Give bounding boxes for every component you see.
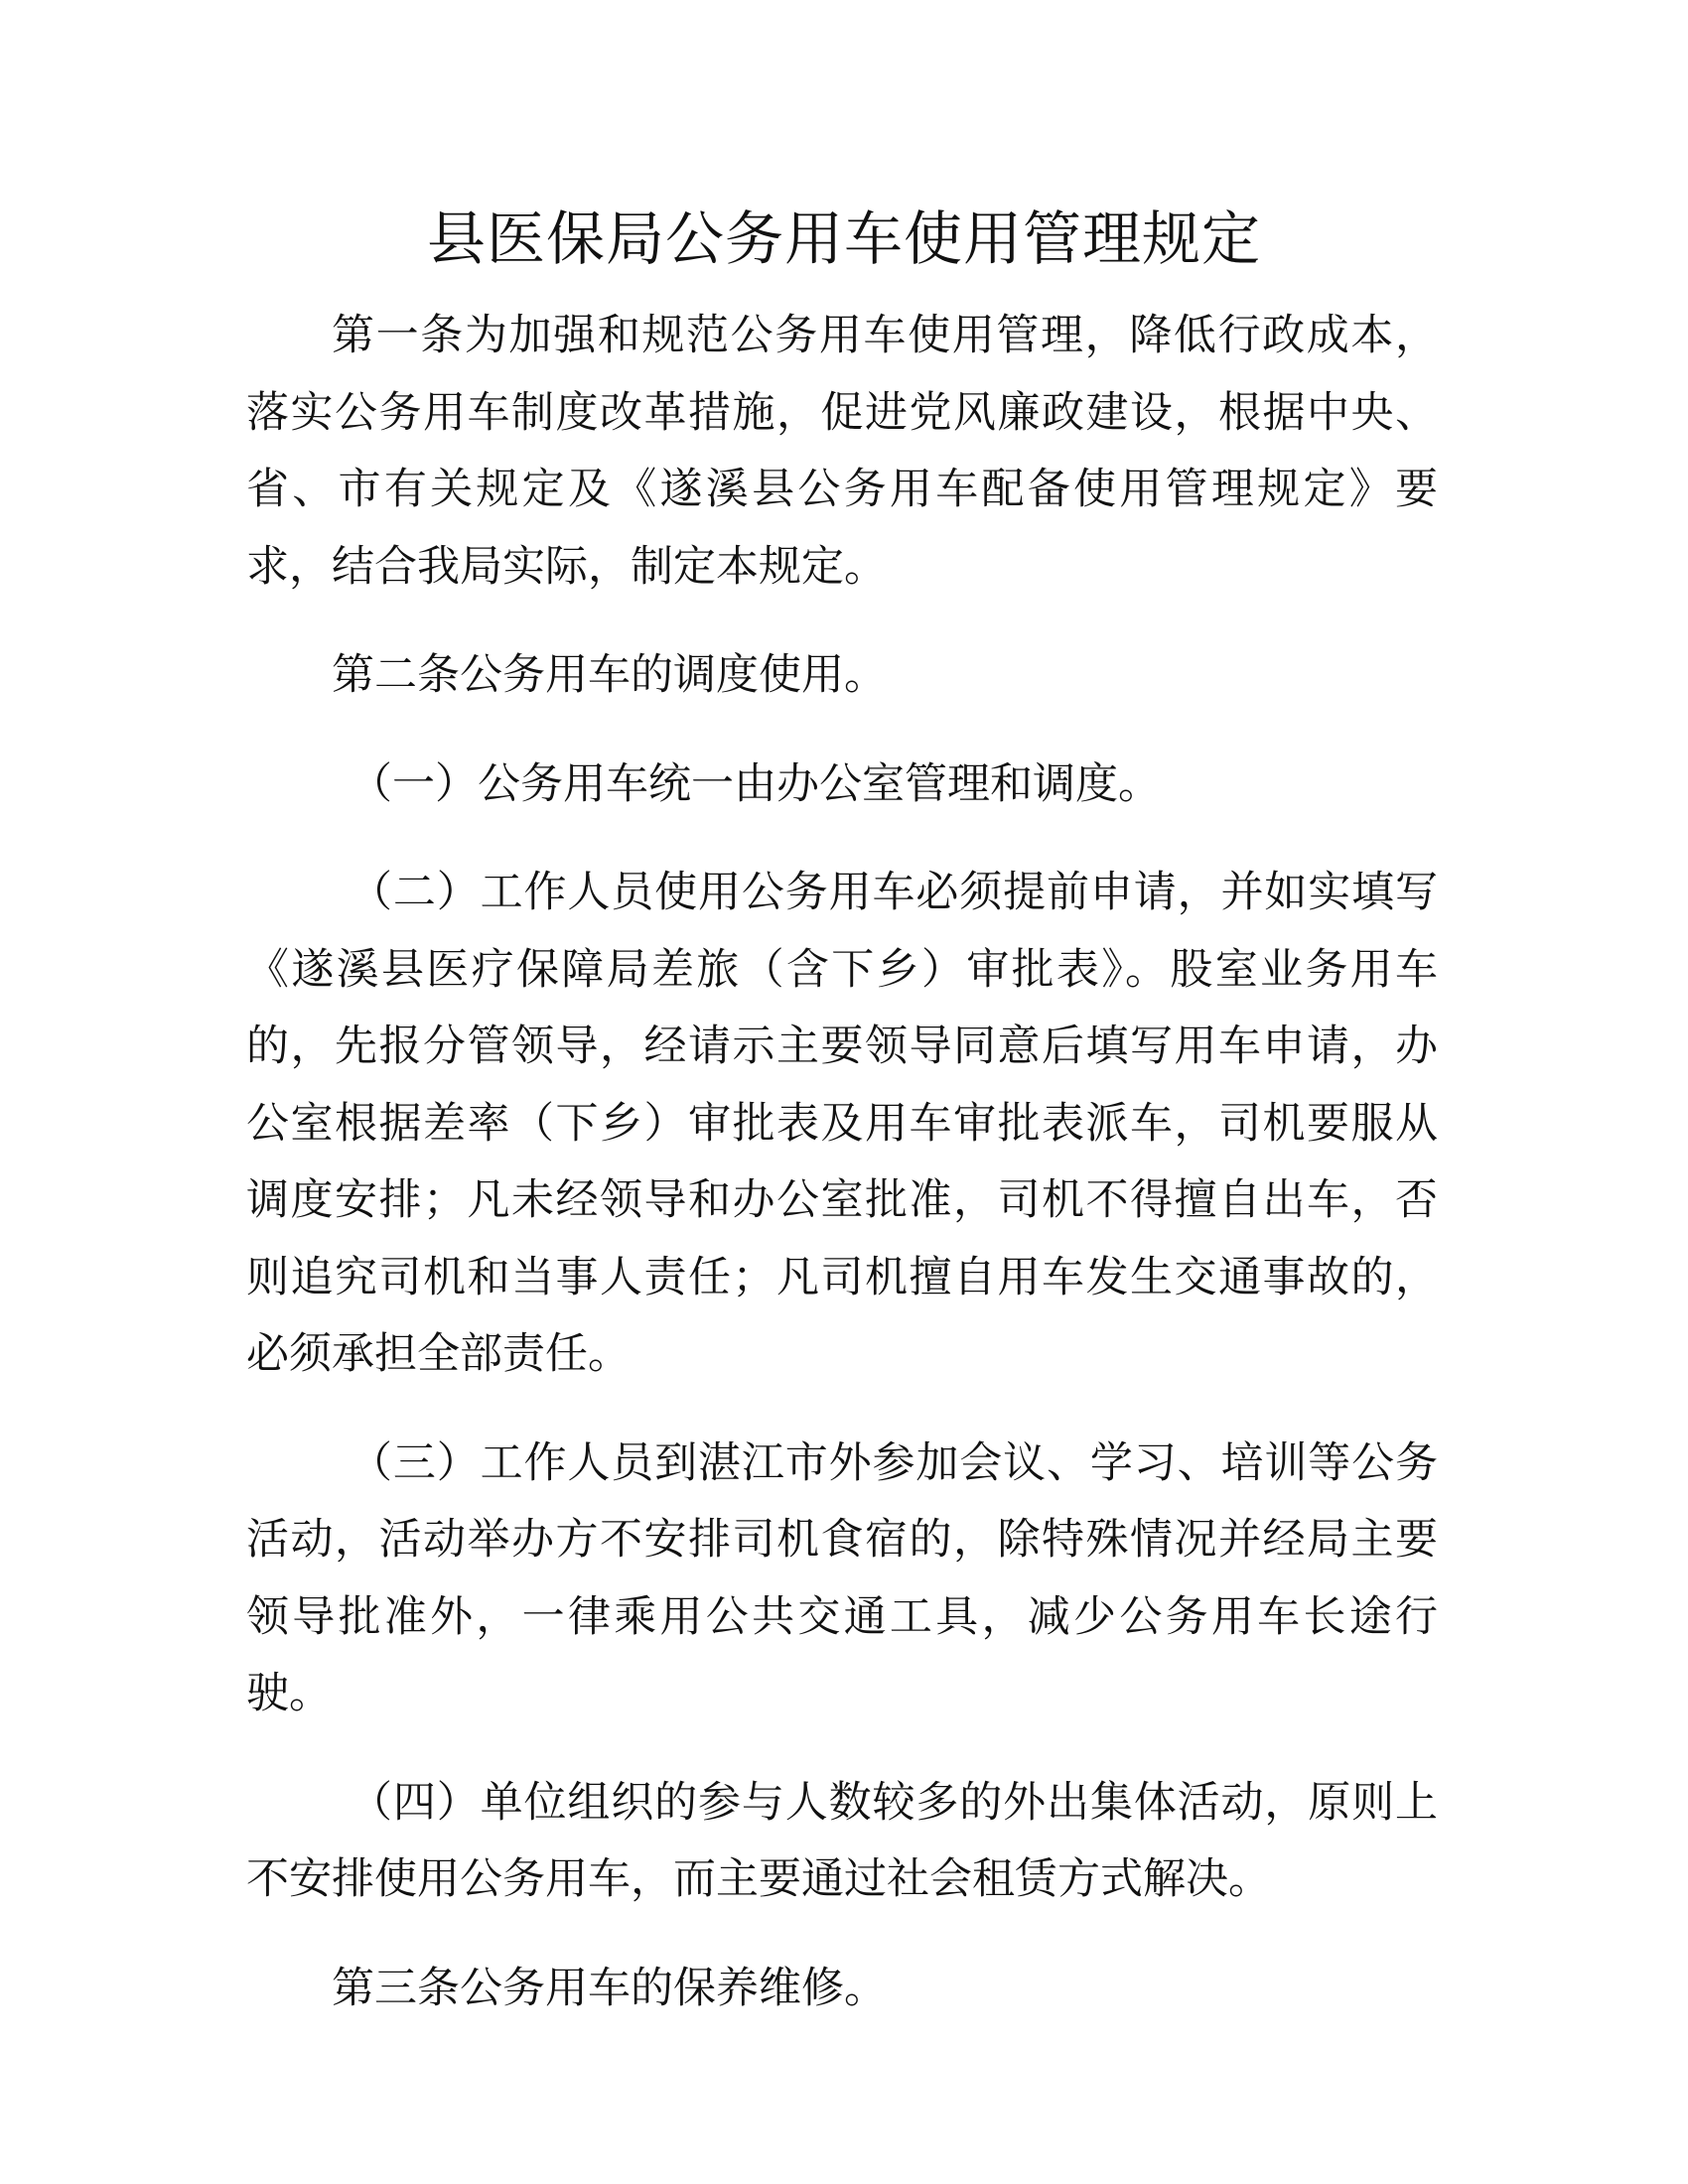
paragraph-clause-4: （四）单位组织的参与人数较多的外出集体活动，原则上不安排使用公务用车，而主要通过社会租赁方式解决。 <box>246 1777 1438 1904</box>
paragraph-clause-1: （一）公务用车统一由办公室管理和调度。 <box>350 758 1161 809</box>
paragraph-clause-3: （三）工作人员到湛江市外参加会议、学习、培训等公务活动，活动举办方不安排司机食宿的，除特殊情况并经局主要领导批准外，一律乘用公共交通工具，减少公务用车长途行驶。 <box>246 1437 1438 1718</box>
paragraph-article-2: 第二条公务用车的调度使用。 <box>332 650 887 700</box>
paragraph-article-1: 第一条为加强和规范公务用车使用管理，降低行政成本，落实公务用车制度改革措施，促进党风廉政建设，根据中央、省、市有关规定及《遂溪县公务用车配备使用管理规定》要求，结合我局实际，制定本规定。 <box>246 311 1438 592</box>
document-title: 县医保局公务用车使用管理规定 <box>426 205 1261 273</box>
document-body <box>246 298 1438 2059</box>
paragraph-article-3: 第三条公务用车的保养维修。 <box>332 1963 887 2013</box>
paragraph-clause-2: （二）工作人员使用公务用车必须提前申请，并如实填写《遂溪县医疗保障局差旅（含下乡）审批表》。股室业务用车的，先报分管领导，经请示主要领导同意后填写用车申请，办公室根据差率（下乡）审批表及用车审批表派车，司机要服从调度安排；凡未经领导和办公室批准，司机不得擅自出车，否则追究司机和当事人责任；凡司机擅自用车发生交通事故的，必须承担全部责任。 <box>246 868 1438 1379</box>
